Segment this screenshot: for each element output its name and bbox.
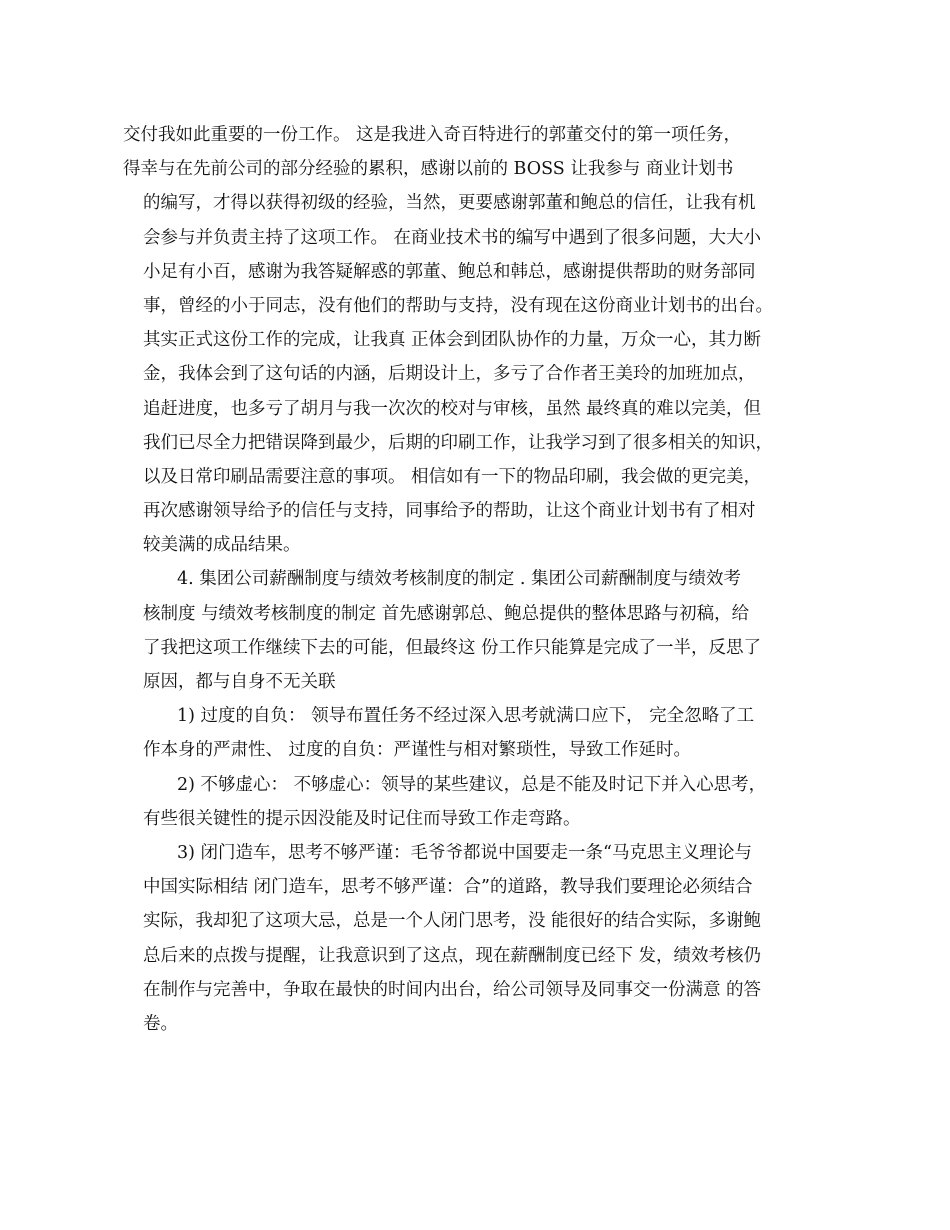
text-line: 交付我如此重要的一份工作。 这是我进入奇百特进行的郭董交付的第一项任务，: [123, 125, 742, 145]
section-heading-line: 4. 集团公司薪酬制度与绩效考核制度的制定 . 集团公司薪酬制度与绩效考: [177, 569, 741, 590]
text-line: 较美满的成品结果。: [143, 535, 301, 556]
text-line: 得幸与在先前公司的部分经验的累积，感谢以前的 BOSS 让我参与 商业计划书: [123, 159, 734, 180]
text-line: 有些很关键性的提示因没能及时记住而导致工作走弯路。: [143, 808, 581, 829]
text-line: 核制度 与绩效考核制度的制定 首先感谢郭总、鲍总提供的整体思路与初稿，给: [143, 603, 750, 624]
text-line: 在制作与完善中，争取在最快的时间内出台，给公司领导及同事交一份满意 的答: [143, 979, 762, 1000]
text-line: 的编写，才得以获得初级的经验，当然，更要感谢郭董和鲍总的信任，让我有机: [143, 193, 756, 214]
text-line: 作本身的严肃性、 过度的自负：严谨性与相对繁琐性，导致工作延时。: [143, 740, 692, 761]
text-line: 原因，都与自身不无关联: [143, 672, 336, 692]
text-line: 卷。: [143, 1013, 178, 1034]
text-line: 小足有小百，感谢为我答疑解惑的郭董、鲍总和韩总，感谢提供帮助的财务部同: [143, 261, 756, 282]
list-item-line: 1) 过度的自负： 领导布置任务不经过深入思考就满口应下， 完全忽略了工: [177, 706, 755, 727]
text-line: 金，我体会到了这句话的内涵，后期设计上，多亏了合作者王美玲的加班加点，: [143, 364, 756, 385]
text-line: 其实正式这份工作的完成，让我真 正体会到团队协作的力量，万众一心，其力断: [143, 330, 762, 351]
text-line: 会参与并负责主持了这项工作。 在商业技术书的编写中遇到了很多问题，大大小: [143, 227, 762, 248]
list-item-line: 3) 闭门造车，思考不够严谨：毛爷爷都说中国要走一条“马克思主义理论与: [177, 842, 752, 863]
text-line: 总后来的点拨与提醒，让我意识到了这点，现在薪酬制度已经下 发，绩效考核仍: [143, 945, 762, 966]
text-line: 我们已尽全力把错误降到最少，后期的印刷工作，让我学习到了很多相关的知识，: [143, 432, 773, 453]
text-line: 了我把这项工作继续下去的可能，但最终这 份工作只能算是完成了一半，反思了: [143, 637, 762, 658]
text-line: 追赶进度，也多亏了胡月与我一次次的校对与审核，虽然 最终真的难以完美，但: [143, 398, 762, 419]
body-text: [123, 118, 803, 1041]
text-line: 实际，我却犯了这项大忌，总是一个人闭门思考，没 能很好的结合实际，多谢鲍: [143, 911, 762, 932]
text-line: 再次感谢领导给予的信任与支持，同事给予的帮助，让这个商业计划书有了相对: [143, 501, 756, 522]
text-line: 以及日常印刷品需要注意的事项。 相信如有一下的物品印刷，我会做的更完美，: [143, 466, 762, 487]
list-item-line: 2) 不够虚心： 不够虚心：领导的某些建议，总是不能及时记下并入心思考，: [177, 774, 767, 795]
text-line: 中国实际相结 闭门造车，思考不够严谨：合”的道路，教导我们要理论必须结合: [143, 877, 753, 898]
text-line: 事，曾经的小于同志，没有他们的帮助与支持，没有现在这份商业计划书的出台。: [143, 295, 773, 316]
